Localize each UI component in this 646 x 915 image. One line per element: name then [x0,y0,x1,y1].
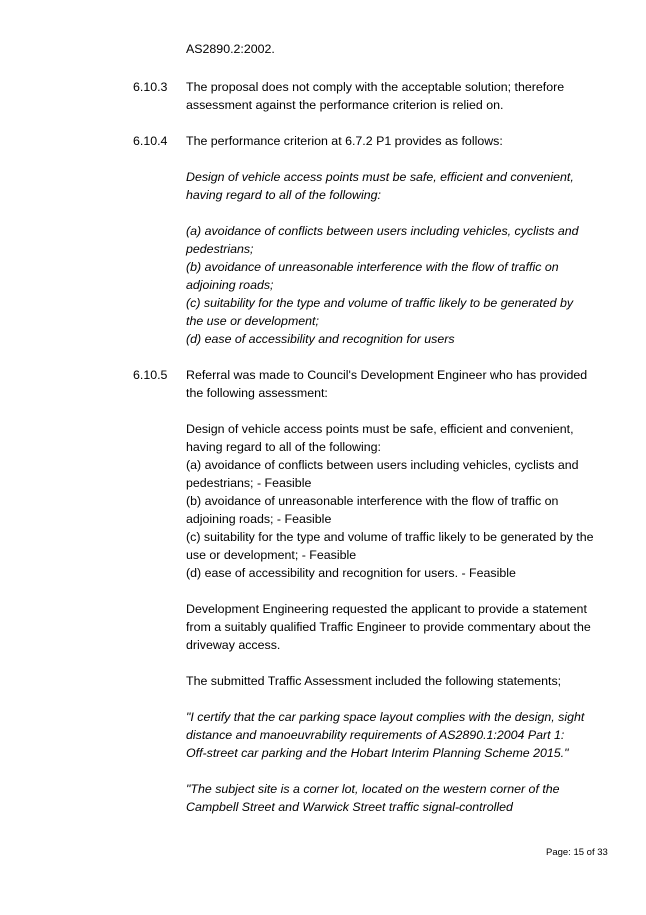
traffic-quote-line: "I certify that the car parking space layout complies with the design, sight [186,710,585,724]
assessment-line: (a) avoidance of conflicts between users including vehicles, cyclists and [186,458,579,472]
section-6-10-5-intro-line: Referral was made to Council's Development Engineer who has provided [186,368,588,382]
assessment-line: Design of vehicle access points must be safe, efficient and convenient, [186,422,574,436]
section-6-10-5-intro-line: the following assessment: [186,386,328,400]
section-6-10-3-line: assessment against the performance criterion is relied on. [186,98,504,112]
criterion-quote-line: having regard to all of the following: [186,188,381,202]
criterion-item-line: (b) avoidance of unreasonable interference with the flow of traffic on [186,260,559,274]
criterion-item-line: (c) suitability for the type and volume of traffic likely to be generated by [186,296,574,310]
section-number-6-10-5: 6.10.5 [133,368,168,382]
criterion-quote-line: Design of vehicle access points must be safe, efficient and convenient, [186,170,574,184]
assessment-line: adjoining roads; - Feasible [186,512,332,526]
submitted-assessment-line: The submitted Traffic Assessment included the following statements; [186,674,562,688]
assessment-line: (b) avoidance of unreasonable interference with the flow of traffic on [186,494,559,508]
assessment-line: (d) ease of accessibility and recognition for users. - Feasible [186,566,516,580]
traffic-quote-line: Campbell Street and Warwick Street traffic signal-controlled [186,800,513,814]
section-number-6-10-4: 6.10.4 [133,134,168,148]
traffic-quote-line: distance and manoeuvrability requirements of AS2890.1:2004 Part 1: [186,728,565,742]
page-number: Page: 15 of 33 [546,847,608,858]
criterion-item-line: pedestrians; [186,242,254,256]
assessment-line: (c) suitability for the type and volume of traffic likely to be generated by the [186,530,594,544]
criterion-item-line: the use or development; [186,314,319,328]
request-line: driveway access. [186,638,281,652]
criterion-item-line: (a) avoidance of conflicts between users including vehicles, cyclists and [186,224,579,238]
section-6-10-4-intro: The performance criterion at 6.7.2 P1 provides as follows: [186,134,503,148]
criterion-item-line: adjoining roads; [186,278,274,292]
section-number-6-10-3: 6.10.3 [133,80,168,94]
criterion-item-line: (d) ease of accessibility and recognition for users [186,332,455,346]
continuation-text: AS2890.2:2002. [186,42,275,56]
assessment-line: pedestrians; - Feasible [186,476,312,490]
assessment-line: having regard to all of the following: [186,440,381,454]
assessment-line: use or development; - Feasible [186,548,357,562]
request-line: from a suitably qualified Traffic Engineer to provide commentary about the [186,620,591,634]
traffic-quote-line: "The subject site is a corner lot, located on the western corner of the [186,782,560,796]
traffic-quote-line: Off-street car parking and the Hobart Interim Planning Scheme 2015." [186,746,569,760]
section-6-10-3-line: The proposal does not comply with the acceptable solution; therefore [186,80,565,94]
request-line: Development Engineering requested the applicant to provide a statement [186,602,587,616]
